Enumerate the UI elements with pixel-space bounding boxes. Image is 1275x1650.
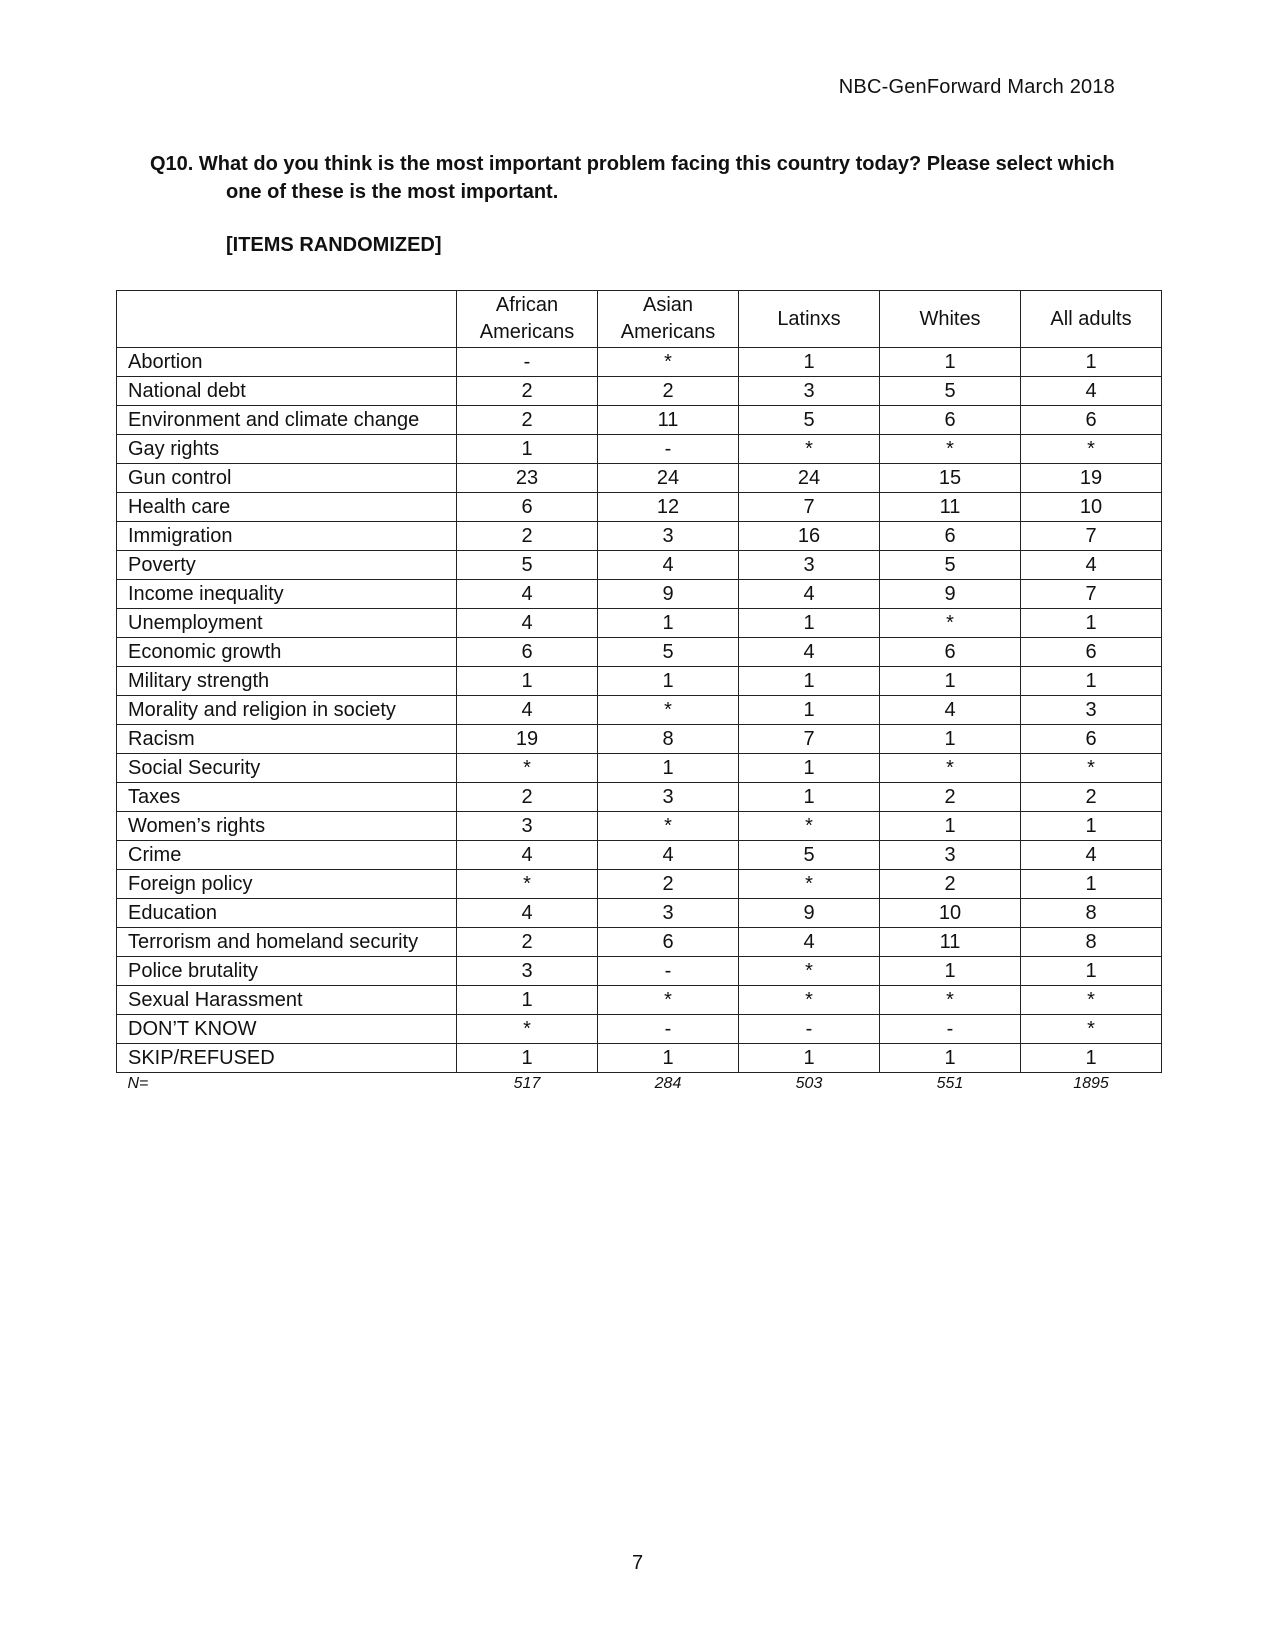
cell-value: 2 (1021, 783, 1162, 812)
row-label: DON’T KNOW (117, 1015, 457, 1044)
cell-value: 4 (739, 580, 880, 609)
table-row (117, 667, 1162, 696)
cell-value: 4 (598, 551, 739, 580)
table-row (117, 609, 1162, 638)
cell-value: 15 (880, 464, 1021, 493)
cell-value: * (598, 812, 739, 841)
cell-value: 5 (739, 841, 880, 870)
cell-value: * (739, 435, 880, 464)
cell-value: 1 (457, 435, 598, 464)
cell-value: 1 (739, 1044, 880, 1073)
row-label: Military strength (117, 667, 457, 696)
document-source-header: NBC-GenForward March 2018 (838, 76, 1115, 98)
cell-value: 3 (457, 957, 598, 986)
row-label: Terrorism and homeland security (117, 928, 457, 957)
row-label: Taxes (117, 783, 457, 812)
cell-value: 3 (598, 522, 739, 551)
cell-value: 4 (880, 696, 1021, 725)
cell-value: 6 (1021, 406, 1162, 435)
cell-value: * (739, 870, 880, 899)
cell-value: 12 (598, 493, 739, 522)
cell-value: 9 (598, 580, 739, 609)
cell-value: 3 (880, 841, 1021, 870)
cell-value: * (739, 812, 880, 841)
sample-size-value: 284 (654, 1075, 682, 1092)
cell-value: 8 (1021, 899, 1162, 928)
table-row (117, 1015, 1162, 1044)
table-row (117, 812, 1162, 841)
cell-value: 3 (598, 783, 739, 812)
cell-value: 1 (880, 667, 1021, 696)
cell-value: 1 (1021, 1044, 1162, 1073)
table-row (117, 1044, 1162, 1073)
page-number: 7 (631, 1552, 644, 1574)
cell-value: 2 (880, 870, 1021, 899)
cell-value: - (598, 957, 739, 986)
cell-value: 5 (880, 377, 1021, 406)
cell-value: 1 (1021, 957, 1162, 986)
cell-value: - (598, 1015, 739, 1044)
cell-value: 6 (880, 406, 1021, 435)
cell-value: * (598, 986, 739, 1015)
cell-value: 1 (1021, 812, 1162, 841)
cell-value: * (598, 696, 739, 725)
table-row (117, 638, 1162, 667)
cell-value: 2 (880, 783, 1021, 812)
cell-value: * (880, 435, 1021, 464)
question-line-1: Q10. What do you think is the most important problem facing this country today? Please select which (150, 153, 1115, 175)
cell-value: * (1021, 986, 1162, 1015)
cell-value: * (739, 986, 880, 1015)
table-row (117, 580, 1162, 609)
cell-value: 9 (880, 580, 1021, 609)
table-row (117, 957, 1162, 986)
cell-value: 4 (457, 580, 598, 609)
cell-value: 1 (598, 1044, 739, 1073)
sample-size-value: 503 (795, 1075, 823, 1092)
cell-value: 4 (1021, 377, 1162, 406)
cell-value: 4 (457, 696, 598, 725)
table-row (117, 406, 1162, 435)
cell-value: 4 (1021, 841, 1162, 870)
cell-value: 7 (739, 493, 880, 522)
cell-value: 1 (1021, 667, 1162, 696)
cell-value: * (880, 609, 1021, 638)
cell-value: 10 (880, 899, 1021, 928)
cell-value: 6 (880, 522, 1021, 551)
header-blank-cell (117, 291, 457, 348)
row-label: Foreign policy (117, 870, 457, 899)
cell-value: 1 (880, 1044, 1021, 1073)
cell-value: * (598, 348, 739, 377)
cell-value: 2 (457, 783, 598, 812)
cell-value: 1 (598, 667, 739, 696)
table-row (117, 754, 1162, 783)
column-header-line-2: Americans (620, 321, 716, 343)
cell-value: * (1021, 1015, 1162, 1044)
row-label: Sexual Harassment (117, 986, 457, 1015)
sample-size-value: 517 (513, 1075, 541, 1092)
column-header (457, 291, 598, 348)
cell-value: 6 (457, 493, 598, 522)
row-label: Poverty (117, 551, 457, 580)
cell-value: 1 (739, 783, 880, 812)
cell-value: 3 (739, 377, 880, 406)
table-row (117, 522, 1162, 551)
table-row (117, 899, 1162, 928)
cell-value: 1 (1021, 348, 1162, 377)
column-header-line-1: Asian (642, 294, 694, 316)
row-label: Abortion (117, 348, 457, 377)
table-row (117, 551, 1162, 580)
table-row (117, 986, 1162, 1015)
cell-value: 16 (739, 522, 880, 551)
table-row (117, 870, 1162, 899)
cell-value: 10 (1021, 493, 1162, 522)
column-header: All adults (1021, 291, 1162, 348)
cell-value: 2 (457, 406, 598, 435)
question-text (150, 150, 1130, 206)
cell-value: 2 (457, 377, 598, 406)
table-header-row (117, 291, 1162, 348)
sample-size-value: 551 (936, 1075, 964, 1092)
cell-value: * (457, 870, 598, 899)
cell-value: 1 (880, 957, 1021, 986)
cell-value: * (1021, 435, 1162, 464)
cell-value: 6 (457, 638, 598, 667)
table-row (117, 928, 1162, 957)
cell-value: 3 (457, 812, 598, 841)
cell-value: 2 (457, 522, 598, 551)
column-header-line-2: Americans (479, 321, 575, 343)
column-header-line-1: African (495, 294, 559, 316)
cell-value: * (739, 957, 880, 986)
cell-value: 11 (598, 406, 739, 435)
sample-size-row (117, 1073, 1162, 1098)
table-row (117, 725, 1162, 754)
table-row (117, 783, 1162, 812)
cell-value: * (457, 754, 598, 783)
row-label: Economic growth (117, 638, 457, 667)
cell-value: * (880, 986, 1021, 1015)
row-label: Environment and climate change (117, 406, 457, 435)
cell-value: * (457, 1015, 598, 1044)
cell-value: 4 (1021, 551, 1162, 580)
cell-value: 1 (739, 348, 880, 377)
table-row (117, 493, 1162, 522)
cell-value: 1 (739, 754, 880, 783)
cell-value: 6 (1021, 725, 1162, 754)
cell-value: 5 (880, 551, 1021, 580)
results-table (116, 290, 1162, 1097)
row-label: Gay rights (117, 435, 457, 464)
cell-value: 1 (457, 1044, 598, 1073)
table-row (117, 841, 1162, 870)
cell-value: 2 (457, 928, 598, 957)
cell-value: 6 (1021, 638, 1162, 667)
cell-value: * (1021, 754, 1162, 783)
cell-value: 1 (739, 667, 880, 696)
table-row (117, 377, 1162, 406)
cell-value: 4 (739, 928, 880, 957)
cell-value: 4 (457, 899, 598, 928)
cell-value: 8 (598, 725, 739, 754)
cell-value: 1 (880, 725, 1021, 754)
cell-value: 6 (880, 638, 1021, 667)
cell-value: 1 (880, 348, 1021, 377)
row-label: Police brutality (117, 957, 457, 986)
column-header: Latinxs (739, 291, 880, 348)
sample-size-value: 1895 (1073, 1075, 1109, 1092)
column-header: Whites (880, 291, 1021, 348)
cell-value: 4 (457, 609, 598, 638)
row-label: Health care (117, 493, 457, 522)
cell-value: 1 (1021, 870, 1162, 899)
cell-value: 3 (739, 551, 880, 580)
row-label: Crime (117, 841, 457, 870)
cell-value: 4 (598, 841, 739, 870)
row-label: Income inequality (117, 580, 457, 609)
cell-value: 1 (598, 754, 739, 783)
row-label: Morality and religion in society (117, 696, 457, 725)
row-label: SKIP/REFUSED (117, 1044, 457, 1073)
row-label: National debt (117, 377, 457, 406)
cell-value: 3 (598, 899, 739, 928)
table-row (117, 435, 1162, 464)
row-label: Racism (117, 725, 457, 754)
cell-value: 7 (739, 725, 880, 754)
cell-value: 2 (598, 377, 739, 406)
cell-value: 5 (457, 551, 598, 580)
row-label: Education (117, 899, 457, 928)
row-label: Women’s rights (117, 812, 457, 841)
cell-value: 1 (880, 812, 1021, 841)
question-line-2: one of these is the most important. (226, 181, 559, 203)
table-row (117, 464, 1162, 493)
row-label: Gun control (117, 464, 457, 493)
cell-value: - (457, 348, 598, 377)
cell-value: - (598, 435, 739, 464)
cell-value: 1 (457, 667, 598, 696)
randomized-note: [ITEMS RANDOMIZED] (226, 234, 442, 256)
cell-value: 9 (739, 899, 880, 928)
row-label: Unemployment (117, 609, 457, 638)
cell-value: 6 (598, 928, 739, 957)
table-row (117, 696, 1162, 725)
cell-value: 8 (1021, 928, 1162, 957)
cell-value: 7 (1021, 580, 1162, 609)
cell-value: * (880, 754, 1021, 783)
cell-value: 1 (457, 986, 598, 1015)
cell-value: 5 (598, 638, 739, 667)
cell-value: 11 (880, 928, 1021, 957)
table-body (117, 348, 1162, 1098)
cell-value: 4 (739, 638, 880, 667)
cell-value: 1 (739, 609, 880, 638)
cell-value: 24 (739, 464, 880, 493)
cell-value: 1 (598, 609, 739, 638)
cell-value: 7 (1021, 522, 1162, 551)
cell-value: 1 (1021, 609, 1162, 638)
cell-value: 1 (739, 696, 880, 725)
cell-value: 19 (457, 725, 598, 754)
cell-value: 4 (457, 841, 598, 870)
cell-value: 11 (880, 493, 1021, 522)
cell-value: 3 (1021, 696, 1162, 725)
cell-value: 2 (598, 870, 739, 899)
row-label: Immigration (117, 522, 457, 551)
cell-value: 23 (457, 464, 598, 493)
cell-value: - (880, 1015, 1021, 1044)
cell-value: 24 (598, 464, 739, 493)
cell-value: 5 (739, 406, 880, 435)
table-row (117, 348, 1162, 377)
cell-value: - (739, 1015, 880, 1044)
sample-size-label: N= (127, 1075, 149, 1092)
row-label: Social Security (117, 754, 457, 783)
column-header (598, 291, 739, 348)
cell-value: 19 (1021, 464, 1162, 493)
